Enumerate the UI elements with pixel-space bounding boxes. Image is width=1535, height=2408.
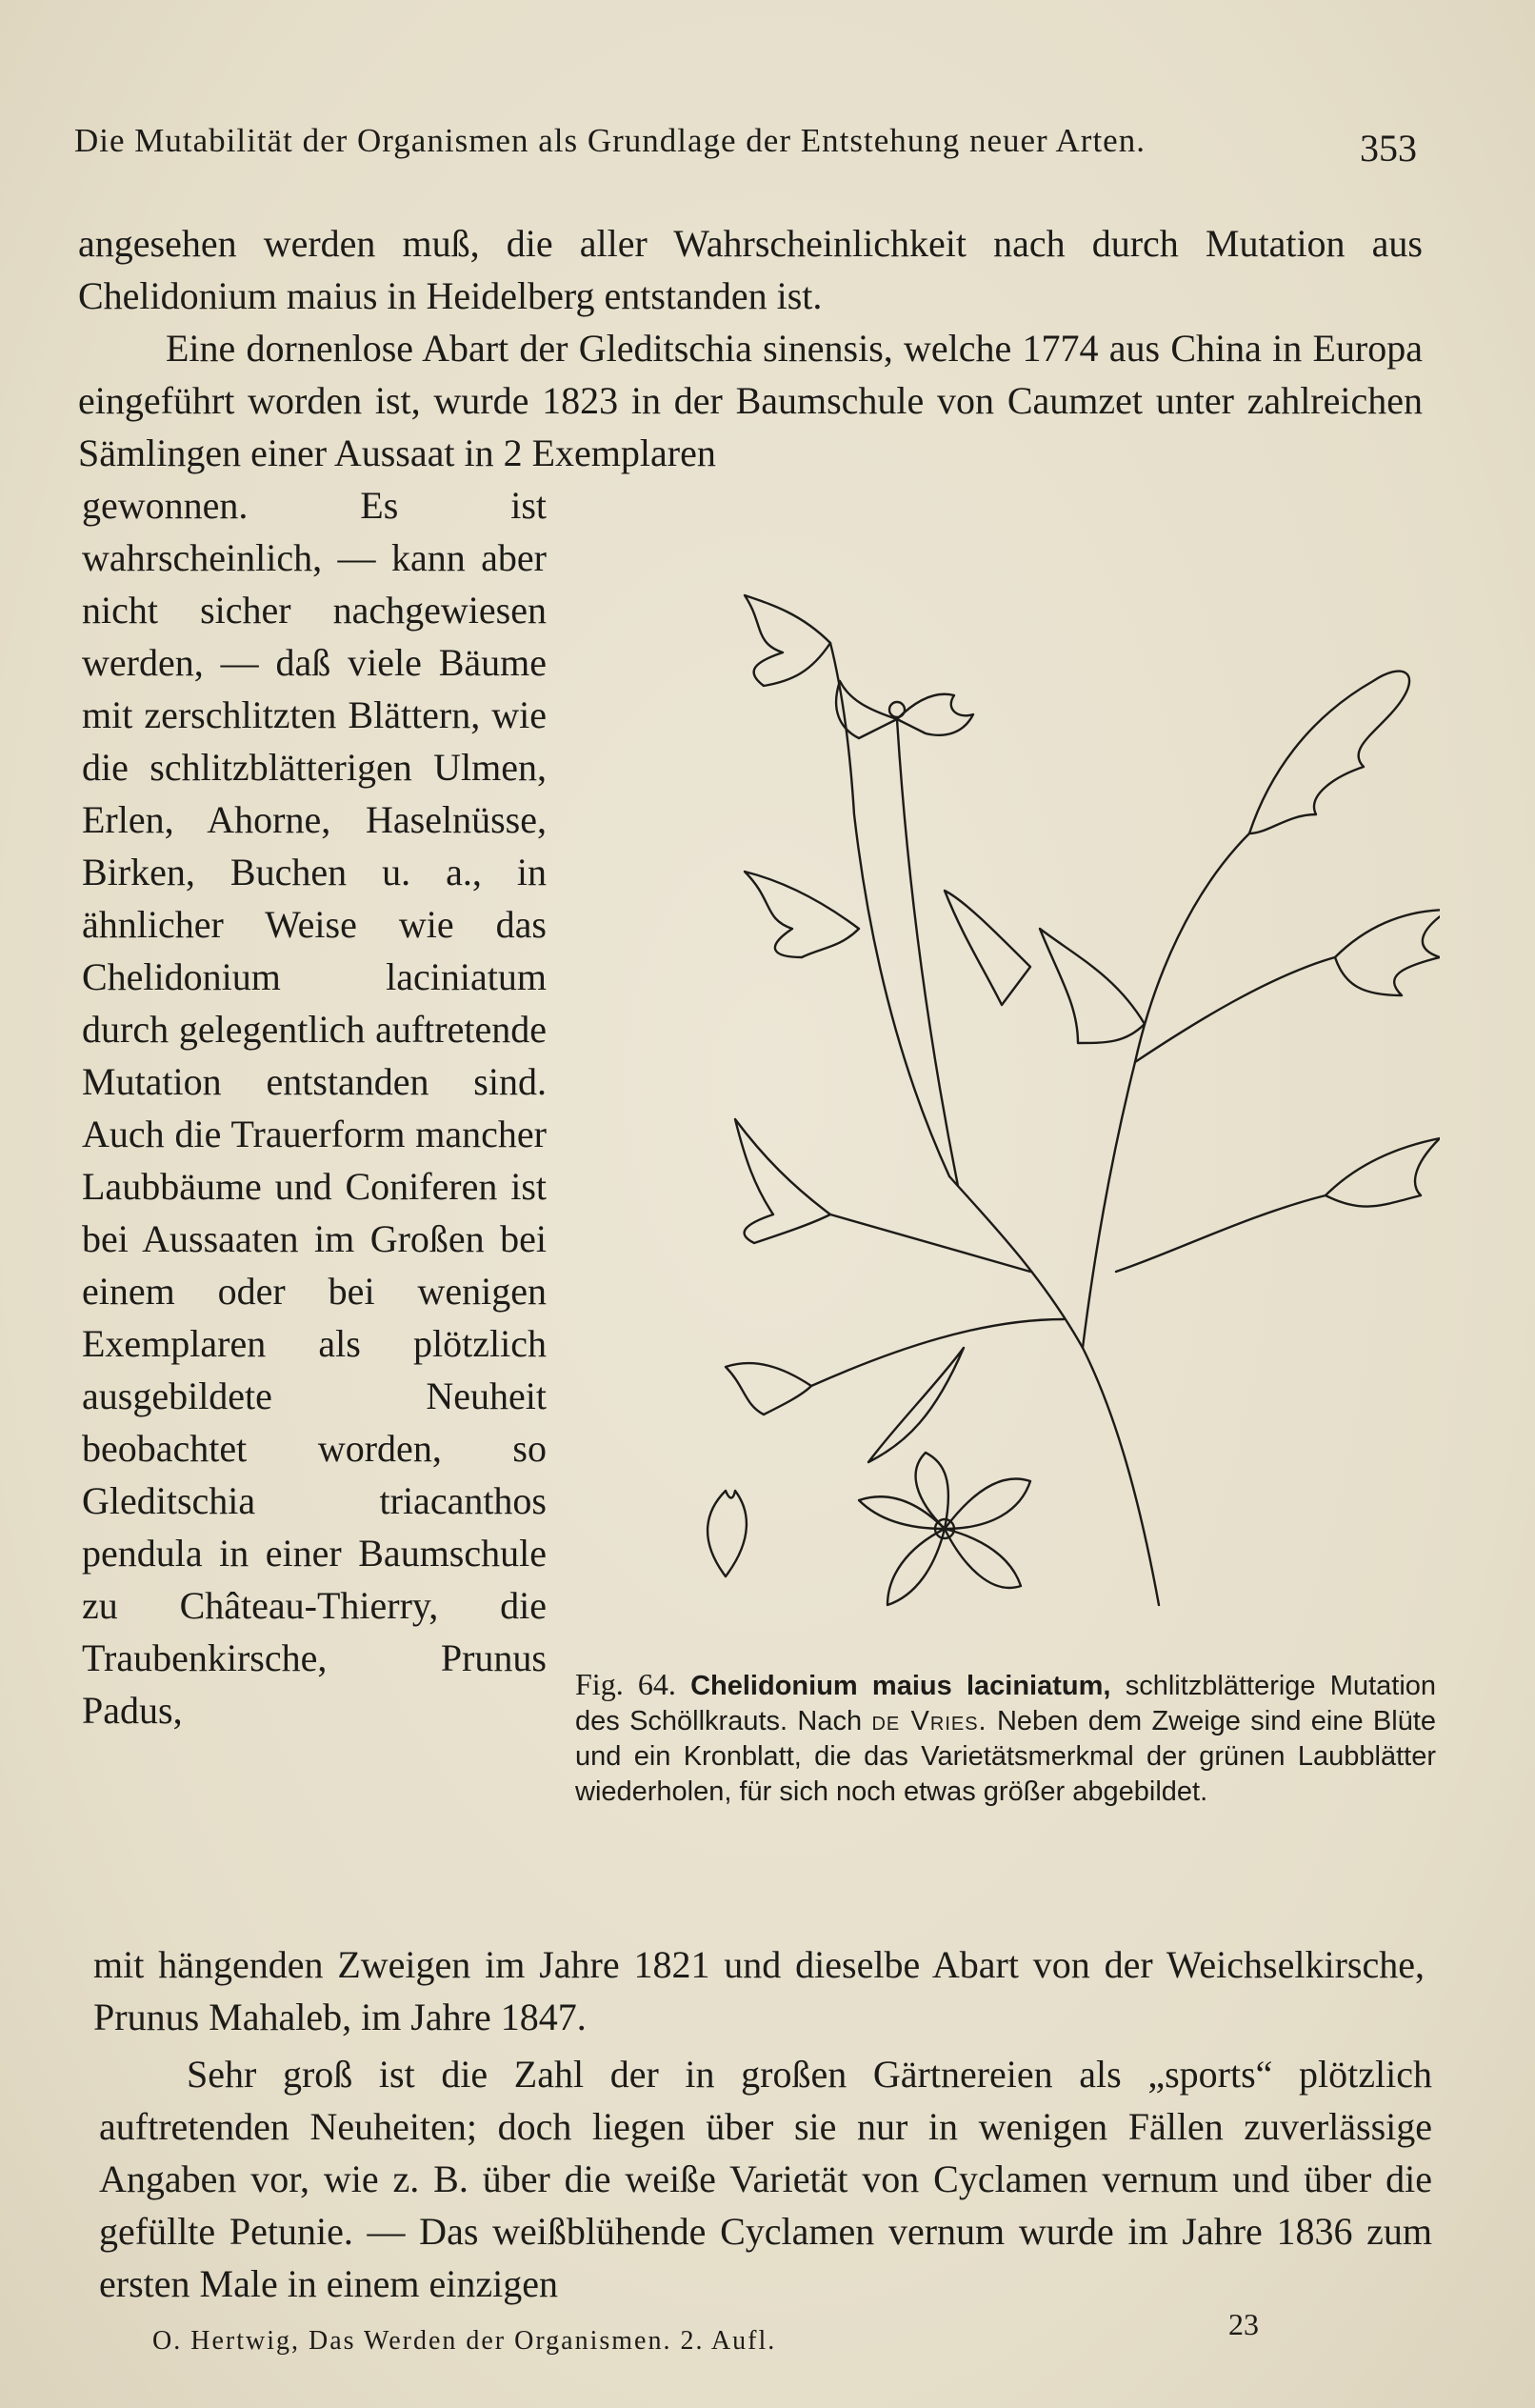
- page-number: 353: [1360, 127, 1417, 170]
- paragraph-1: [78, 217, 1423, 322]
- right-branch: [1083, 833, 1249, 1348]
- signature-mark: 23: [1228, 2307, 1259, 2341]
- caption-text-2: Neben dem Zweige sind eine Blüte und ein Kronblatt, die das Varietätsmerkmal der grünen Laubblätter wiederholen, für sich noch etwas größer abgebildet.: [575, 1706, 1437, 1807]
- footer-citation: O. Hertwig, Das Werden der Organismen. 2. Aufl.: [152, 2326, 777, 2356]
- leaf-bottom-mid: [868, 1348, 964, 1462]
- detached-petal: [708, 1491, 747, 1576]
- caption-author: de Vries.: [871, 1706, 987, 1736]
- figure-title: Chelidonium maius laciniatum,: [690, 1671, 1111, 1701]
- leaf-top-cluster: [745, 595, 830, 686]
- paragraph-3-text: Sehr groß ist die Zahl der in großen Gärtnereien als „sports“ plötzlich auftretenden Neuheiten; doch liegen über sie nur in wenigen Fällen zuverlässige Angaben vor, wie z. B. über die weiße Varietät von Cyclamen vernum und über die gefüllte Petunie. — Das weißblühende Cyclamen vernum wurde im Jahre 1836 zum ersten Male in einem einzigen: [99, 2053, 1432, 2305]
- lower-right-branch: [1116, 1195, 1326, 1272]
- leaf-left-mid: [745, 872, 859, 957]
- leaf-left-lower: [735, 1119, 830, 1243]
- lower-left-branch: [811, 1319, 1064, 1386]
- leaf-center-2: [945, 891, 1030, 1005]
- leaf-top-right: [1249, 672, 1409, 833]
- paragraph-2-narrow: [82, 479, 547, 1736]
- paragraph-2-narrow-text: gewonnen. Es ist wahrscheinlich, — kann aber nicht sicher nachgewiesen werden, — daß viele Bäume mit zerschlitzten Blättern, wie die schlitzblätterigen Ulmen, Erlen, Ahorne, Haselnüsse, Birken, Buchen u. a., in ähnlicher Weise wie das Chelidonium laciniatum durch gelegentlich auftretende Mutation entstanden sind. Auch die Trauerform mancher Laubbäume und Coniferen ist bei Aussaaten im Großen bei einem oder bei wenigen Exemplaren als plötzlich ausgebildete Neuheit beobachtet worden, so Gleditschia triacanthos pendula in einer Baumschule zu Château-Thierry, die Traubenkirsche, Prunus Padus,: [82, 484, 547, 1732]
- paragraph-2-full-text: Eine dornenlose Abart der Gleditschia sinensis, welche 1774 aus China in Europa eingeführt worden ist, wurde 1823 in der Baumschule von Caumzet unter zahlreichen Sämlingen einer Aussaat in 2 Exemplaren: [78, 327, 1423, 474]
- leaf-right-mid: [1335, 910, 1440, 995]
- flower-top: [897, 694, 973, 735]
- upper-stem-2: [897, 719, 958, 1186]
- running-title: Die Mutabilität der Organismen als Grundlage der Entstehung neuer Arten.: [74, 122, 1146, 159]
- paragraph-2-end-text: mit hängenden Zweigen im Jahre 1821 und dieselbe Abart von der Weichselkirsche, Prunus Mahaleb, im Jahre 1847.: [93, 1943, 1425, 2038]
- caption-text-1: schlitzblätterige Mutation des Schöllkrauts. Nach: [575, 1671, 1437, 1736]
- paragraph-2-top: [78, 322, 1423, 479]
- figure-label: Fig. 64.: [575, 1667, 676, 1701]
- right-branch-2: [1135, 957, 1335, 1062]
- paragraph-2-end: [93, 1938, 1425, 2043]
- figure-caption: [575, 1667, 1436, 1810]
- left-branch: [830, 1214, 1030, 1272]
- plant-illustration: [583, 529, 1440, 1667]
- figure-64: [583, 529, 1440, 1667]
- leaf-bottom-left: [726, 1363, 811, 1415]
- paragraph-3: [99, 2048, 1432, 2310]
- running-head: [74, 116, 1438, 170]
- detached-flower: [859, 1453, 1030, 1605]
- main-stem: [949, 1176, 1159, 1605]
- leaf-right-lower: [1326, 1138, 1440, 1207]
- paragraph-1-text: angesehen werden muß, die aller Wahrscheinlichkeit nach durch Mutation aus Chelidonium maius in Heidelberg entstanden ist.: [78, 222, 1423, 317]
- leaf-center: [1040, 929, 1145, 1043]
